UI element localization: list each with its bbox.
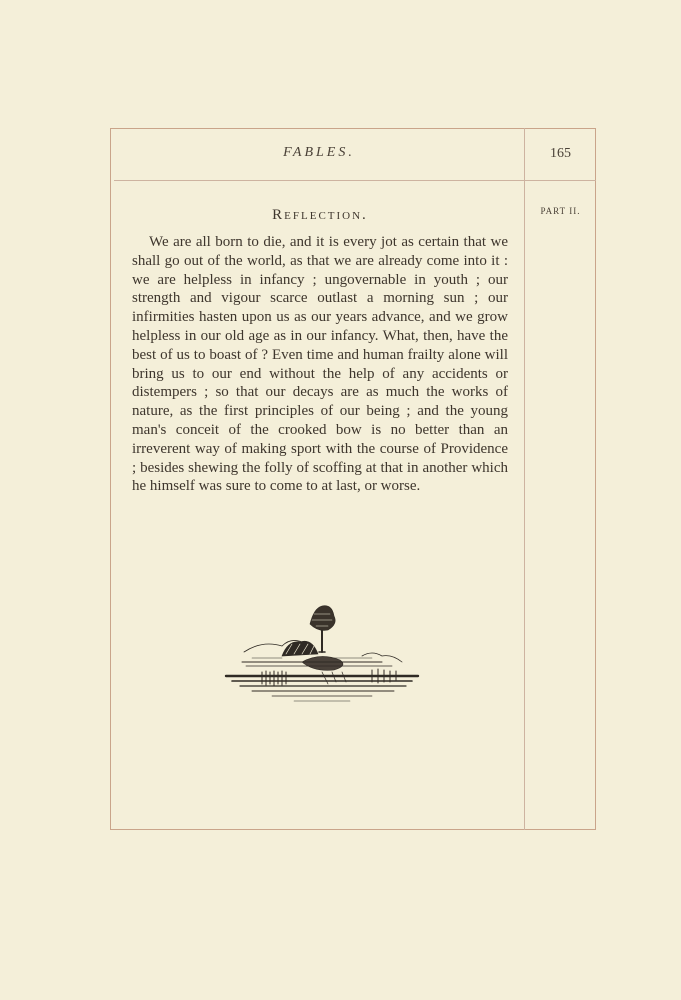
header-rule — [114, 180, 596, 181]
page-number: 165 — [550, 146, 571, 161]
section-title: Reflection. — [272, 207, 368, 223]
running-title: FABLES. — [283, 145, 355, 160]
landscape-vignette-illustration — [222, 600, 422, 712]
body-paragraph: We are all born to die, and it is every jot as certain that we shall go out of the world, as that we are already come into it : we are helpless in infancy ; ungovernable in youth ; our strength and vigour scarce outlast a morning sun ; our infirmities hasten upon us as our years advance, and we grow helpless in our old age as in our infancy. What, then, have the best of us to boast of ? Even time and human frailty alone will bring us to our end without the help of any accidents or distempers ; so that our decays are as much the works of nature, as the first principles of our being ; and the young man's conceit of the crooked bow is no better than an irreverent way of making sport with the course of Providence ; besides shewing the folly of scoffing at that in another which he himself was sure to come to at last, or worse. — [132, 234, 508, 495]
margin-rule — [524, 128, 525, 830]
margin-note: PART II. — [540, 206, 581, 216]
